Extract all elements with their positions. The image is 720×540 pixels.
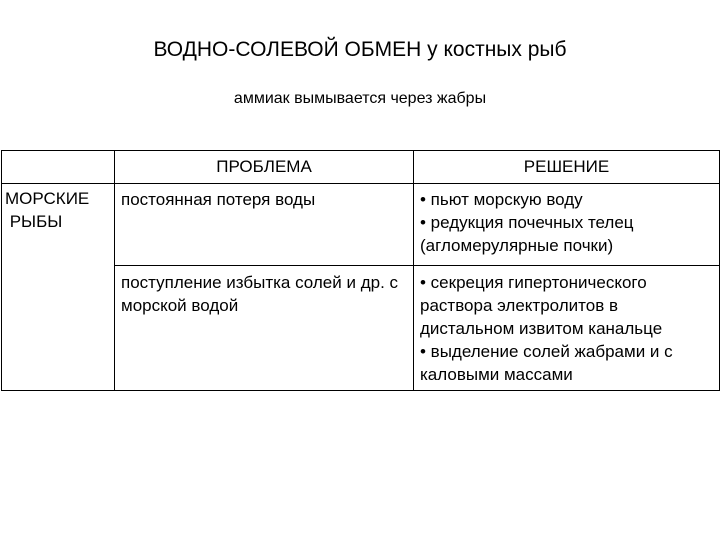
problem-cell: поступление избытка солей и др. с морской водой [115, 266, 414, 391]
slide-title: ВОДНО-СОЛЕВОЙ ОБМЕН у костных рыб [153, 38, 567, 61]
group-label-line: РЫБЫ [5, 212, 63, 231]
table-header-row [2, 151, 720, 184]
solution-item: • пьют морскую воду [420, 190, 583, 209]
solution-item: • секреция гипертонического раствора электролитов в дистальном извитом канальце [420, 273, 663, 338]
solution-cell [414, 266, 720, 391]
solution-item: • выделение солей жабрами и с каловыми массами [420, 342, 673, 384]
solution-item: • редукция почечных телец (агломерулярные почки) [420, 213, 634, 255]
group-label-marine-fish [2, 184, 115, 391]
slide-subtitle: аммиак вымывается через жабры [233, 90, 487, 107]
header-empty [2, 151, 115, 184]
header-problem: ПРОБЛЕМА [115, 151, 414, 184]
solution-cell [414, 184, 720, 266]
header-solution: РЕШЕНИЕ [414, 151, 720, 184]
problem-cell: постоянная потеря воды [115, 184, 414, 266]
group-label-line: МОРСКИЕ [5, 189, 90, 208]
water-salt-table [1, 150, 720, 391]
table-row [2, 184, 720, 266]
